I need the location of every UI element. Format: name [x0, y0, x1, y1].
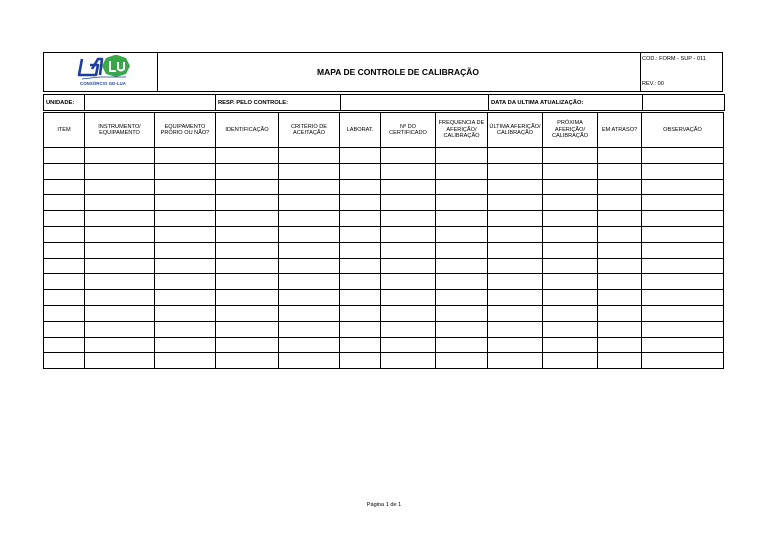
form-revision: REV.: 00: [642, 81, 664, 87]
table-cell[interactable]: [381, 148, 436, 164]
table-cell[interactable]: [44, 258, 85, 274]
table-cell[interactable]: [598, 337, 642, 353]
table-row: [44, 148, 724, 164]
table-cell[interactable]: [543, 305, 598, 321]
table-row: [44, 179, 724, 195]
table-cell[interactable]: [488, 163, 543, 179]
column-header: EM ATRASO?: [598, 113, 642, 148]
table-cell[interactable]: [155, 148, 216, 164]
table-cell[interactable]: [381, 258, 436, 274]
table-cell[interactable]: [216, 148, 279, 164]
table-cell[interactable]: [598, 211, 642, 227]
resp-label: RESP. PELO CONTROLE:: [216, 95, 341, 111]
table-cell[interactable]: [216, 258, 279, 274]
table-row: [44, 226, 724, 242]
table-cell[interactable]: [279, 337, 340, 353]
table-cell[interactable]: [642, 305, 724, 321]
table-cell[interactable]: [85, 353, 155, 369]
column-header: INSTRUMENTO/ EQUIPAMENTO: [85, 113, 155, 148]
form-title: MAPA DE CONTROLE DE CALIBRAÇÃO: [156, 52, 641, 92]
column-header: ITEM: [44, 113, 85, 148]
table-cell[interactable]: [216, 163, 279, 179]
table-row: [44, 258, 724, 274]
table-cell[interactable]: [436, 242, 488, 258]
table-cell[interactable]: [488, 290, 543, 306]
table-cell[interactable]: [381, 211, 436, 227]
table-cell[interactable]: [642, 337, 724, 353]
table-cell[interactable]: [216, 274, 279, 290]
table-cell[interactable]: [598, 148, 642, 164]
column-header: IDENTIFICAÇÃO: [216, 113, 279, 148]
table-cell[interactable]: [543, 337, 598, 353]
table-cell[interactable]: [279, 305, 340, 321]
table-cell[interactable]: [381, 226, 436, 242]
logo-cell: [43, 52, 158, 92]
table-cell[interactable]: [598, 305, 642, 321]
table-cell[interactable]: [85, 211, 155, 227]
table-cell[interactable]: [642, 258, 724, 274]
table-cell[interactable]: [381, 337, 436, 353]
table-cell[interactable]: [598, 179, 642, 195]
table-cell[interactable]: [488, 242, 543, 258]
page-number: Página 1 de 1: [366, 502, 402, 508]
table-cell[interactable]: [543, 179, 598, 195]
column-header: Nº DO CERTIFICADO: [381, 113, 436, 148]
table-cell[interactable]: [381, 195, 436, 211]
table-cell[interactable]: [155, 179, 216, 195]
table-cell[interactable]: [436, 274, 488, 290]
table-row: [44, 337, 724, 353]
table-cell[interactable]: [279, 258, 340, 274]
table-cell[interactable]: [44, 242, 85, 258]
table-cell[interactable]: [279, 226, 340, 242]
table-cell[interactable]: [340, 226, 381, 242]
table-cell[interactable]: [598, 353, 642, 369]
table-cell[interactable]: [340, 179, 381, 195]
table-cell[interactable]: [543, 258, 598, 274]
table-cell[interactable]: [488, 148, 543, 164]
table-cell[interactable]: [340, 148, 381, 164]
column-header: EQUIPAMENTO PRÓRIO OU NÃO?: [155, 113, 216, 148]
table-cell[interactable]: [44, 305, 85, 321]
table-cell[interactable]: [85, 242, 155, 258]
table-cell[interactable]: [598, 258, 642, 274]
table-cell[interactable]: [216, 305, 279, 321]
table-cell[interactable]: [488, 226, 543, 242]
table-cell[interactable]: [85, 305, 155, 321]
table-cell[interactable]: [279, 321, 340, 337]
column-header: FREQUENCIA DE AFERIÇÃO/ CALIBRAÇÃO: [436, 113, 488, 148]
table-cell[interactable]: [436, 211, 488, 227]
table-cell[interactable]: [85, 337, 155, 353]
table-cell[interactable]: [279, 163, 340, 179]
table-cell[interactable]: [598, 321, 642, 337]
table-cell[interactable]: [340, 163, 381, 179]
form-code-cell: [640, 52, 723, 92]
table-row: [44, 242, 724, 258]
table-cell[interactable]: [85, 258, 155, 274]
table-cell[interactable]: [598, 163, 642, 179]
table-cell[interactable]: [436, 179, 488, 195]
table-cell[interactable]: [598, 242, 642, 258]
table-cell[interactable]: [216, 337, 279, 353]
table-row: [44, 353, 724, 369]
table-cell[interactable]: [216, 242, 279, 258]
table-cell[interactable]: [381, 274, 436, 290]
table-cell[interactable]: [488, 258, 543, 274]
table-cell[interactable]: [598, 274, 642, 290]
table-cell[interactable]: [436, 290, 488, 306]
unit-info-row: [43, 94, 725, 111]
table-cell[interactable]: [488, 305, 543, 321]
table-cell[interactable]: [216, 195, 279, 211]
resp-field[interactable]: [341, 95, 489, 111]
table-cell[interactable]: [44, 353, 85, 369]
table-cell[interactable]: [279, 242, 340, 258]
table-cell[interactable]: [279, 148, 340, 164]
column-header: ÚLTIMA AFERIÇÃO/ CALIBRAÇÃO: [488, 113, 543, 148]
column-header: OBSERVAÇÃO: [642, 113, 724, 148]
table-cell[interactable]: [642, 211, 724, 227]
table-row: [44, 321, 724, 337]
date-label: DATA DA ULTIMA ATUALIZAÇÃO:: [489, 95, 643, 111]
table-cell[interactable]: [543, 242, 598, 258]
date-field[interactable]: [643, 95, 725, 111]
table-cell[interactable]: [279, 290, 340, 306]
table-cell[interactable]: [642, 195, 724, 211]
table-cell[interactable]: [381, 163, 436, 179]
table-cell[interactable]: [340, 337, 381, 353]
table-cell[interactable]: [85, 321, 155, 337]
table-cell[interactable]: [44, 195, 85, 211]
table-cell[interactable]: [155, 353, 216, 369]
table-cell[interactable]: [642, 274, 724, 290]
table-cell[interactable]: [279, 353, 340, 369]
column-header: LABORAT.: [340, 113, 381, 148]
table-cell[interactable]: [436, 321, 488, 337]
table-cell[interactable]: [44, 290, 85, 306]
table-cell[interactable]: [279, 274, 340, 290]
table-row: [44, 305, 724, 321]
table-cell[interactable]: [436, 353, 488, 369]
table-cell[interactable]: [543, 211, 598, 227]
table-cell[interactable]: [598, 290, 642, 306]
table-cell[interactable]: [381, 179, 436, 195]
table-cell[interactable]: [436, 226, 488, 242]
table-cell[interactable]: [381, 321, 436, 337]
table-cell[interactable]: [642, 242, 724, 258]
table-cell[interactable]: [155, 242, 216, 258]
table-cell[interactable]: [279, 179, 340, 195]
table-cell[interactable]: [155, 211, 216, 227]
form-header: [43, 52, 724, 92]
table-cell[interactable]: [543, 163, 598, 179]
table-cell[interactable]: [155, 274, 216, 290]
table-cell[interactable]: [340, 274, 381, 290]
table-row: [44, 290, 724, 306]
table-cell[interactable]: [340, 195, 381, 211]
unit-label: UNIDADE:: [44, 95, 85, 111]
table-cell[interactable]: [642, 290, 724, 306]
table-cell[interactable]: [488, 353, 543, 369]
column-header: PRÓXIMA AFERIÇÃO/ CALIBRAÇÃO: [543, 113, 598, 148]
table-cell[interactable]: [279, 195, 340, 211]
table-cell[interactable]: [85, 148, 155, 164]
column-header: CRITÉRIO DE ACEITAÇÃO: [279, 113, 340, 148]
table-cell[interactable]: [598, 195, 642, 211]
table-cell[interactable]: [488, 321, 543, 337]
table-cell[interactable]: [44, 179, 85, 195]
table-cell[interactable]: [436, 163, 488, 179]
table-row: [44, 274, 724, 290]
table-cell[interactable]: [44, 274, 85, 290]
table-cell[interactable]: [155, 321, 216, 337]
table-cell[interactable]: [340, 290, 381, 306]
table-cell[interactable]: [155, 258, 216, 274]
table-cell[interactable]: [642, 148, 724, 164]
table-cell[interactable]: [543, 195, 598, 211]
table-cell[interactable]: [44, 321, 85, 337]
table-cell[interactable]: [44, 163, 85, 179]
table-cell[interactable]: [642, 353, 724, 369]
table-cell[interactable]: [381, 353, 436, 369]
table-cell[interactable]: [436, 305, 488, 321]
table-cell[interactable]: [85, 226, 155, 242]
table-cell[interactable]: [436, 258, 488, 274]
table-cell[interactable]: [488, 179, 543, 195]
table-cell[interactable]: [85, 274, 155, 290]
table-row: [44, 195, 724, 211]
table-cell[interactable]: [543, 290, 598, 306]
table-cell[interactable]: [488, 337, 543, 353]
table-cell[interactable]: [155, 337, 216, 353]
table-cell[interactable]: [44, 337, 85, 353]
table-cell[interactable]: [543, 274, 598, 290]
table-cell[interactable]: [543, 148, 598, 164]
table-cell[interactable]: [642, 321, 724, 337]
table-cell[interactable]: [216, 179, 279, 195]
table-cell[interactable]: [216, 290, 279, 306]
table-cell[interactable]: [155, 163, 216, 179]
table-cell[interactable]: [598, 226, 642, 242]
table-cell[interactable]: [340, 211, 381, 227]
table-header-row: [44, 113, 724, 148]
table-cell[interactable]: [85, 195, 155, 211]
table-cell[interactable]: [44, 226, 85, 242]
table-cell[interactable]: [543, 353, 598, 369]
table-cell[interactable]: [436, 148, 488, 164]
table-cell[interactable]: [216, 353, 279, 369]
table-cell[interactable]: [340, 321, 381, 337]
table-cell[interactable]: [340, 242, 381, 258]
table-cell[interactable]: [642, 226, 724, 242]
table-cell[interactable]: [642, 179, 724, 195]
table-cell[interactable]: [279, 211, 340, 227]
table-cell[interactable]: [155, 305, 216, 321]
table-cell[interactable]: [381, 242, 436, 258]
unit-field[interactable]: [85, 95, 216, 111]
table-cell[interactable]: [155, 226, 216, 242]
table-cell[interactable]: [543, 226, 598, 242]
calibration-table: [43, 112, 724, 369]
table-cell[interactable]: [85, 290, 155, 306]
table-cell[interactable]: [436, 195, 488, 211]
table-cell[interactable]: [340, 258, 381, 274]
table-cell[interactable]: [488, 195, 543, 211]
table-cell[interactable]: [381, 290, 436, 306]
table-row: [44, 211, 724, 227]
table-cell[interactable]: [340, 353, 381, 369]
table-cell[interactable]: [436, 337, 488, 353]
table-cell[interactable]: [642, 163, 724, 179]
table-cell[interactable]: [216, 211, 279, 227]
table-cell[interactable]: [488, 274, 543, 290]
table-cell[interactable]: [488, 211, 543, 227]
table-cell[interactable]: [340, 305, 381, 321]
table-row: [44, 163, 724, 179]
table-cell[interactable]: [155, 195, 216, 211]
table-cell[interactable]: [44, 148, 85, 164]
table-cell[interactable]: [44, 211, 85, 227]
table-cell[interactable]: [381, 305, 436, 321]
table-cell[interactable]: [85, 163, 155, 179]
table-cell[interactable]: [85, 179, 155, 195]
table-cell[interactable]: [155, 290, 216, 306]
table-cell[interactable]: [216, 226, 279, 242]
form-code: COD.: FORM - SUP - 011: [642, 56, 706, 62]
table-cell[interactable]: [216, 321, 279, 337]
logo-caption: CONSÓRCIO GD-LUA: [80, 81, 126, 86]
table-cell[interactable]: [543, 321, 598, 337]
